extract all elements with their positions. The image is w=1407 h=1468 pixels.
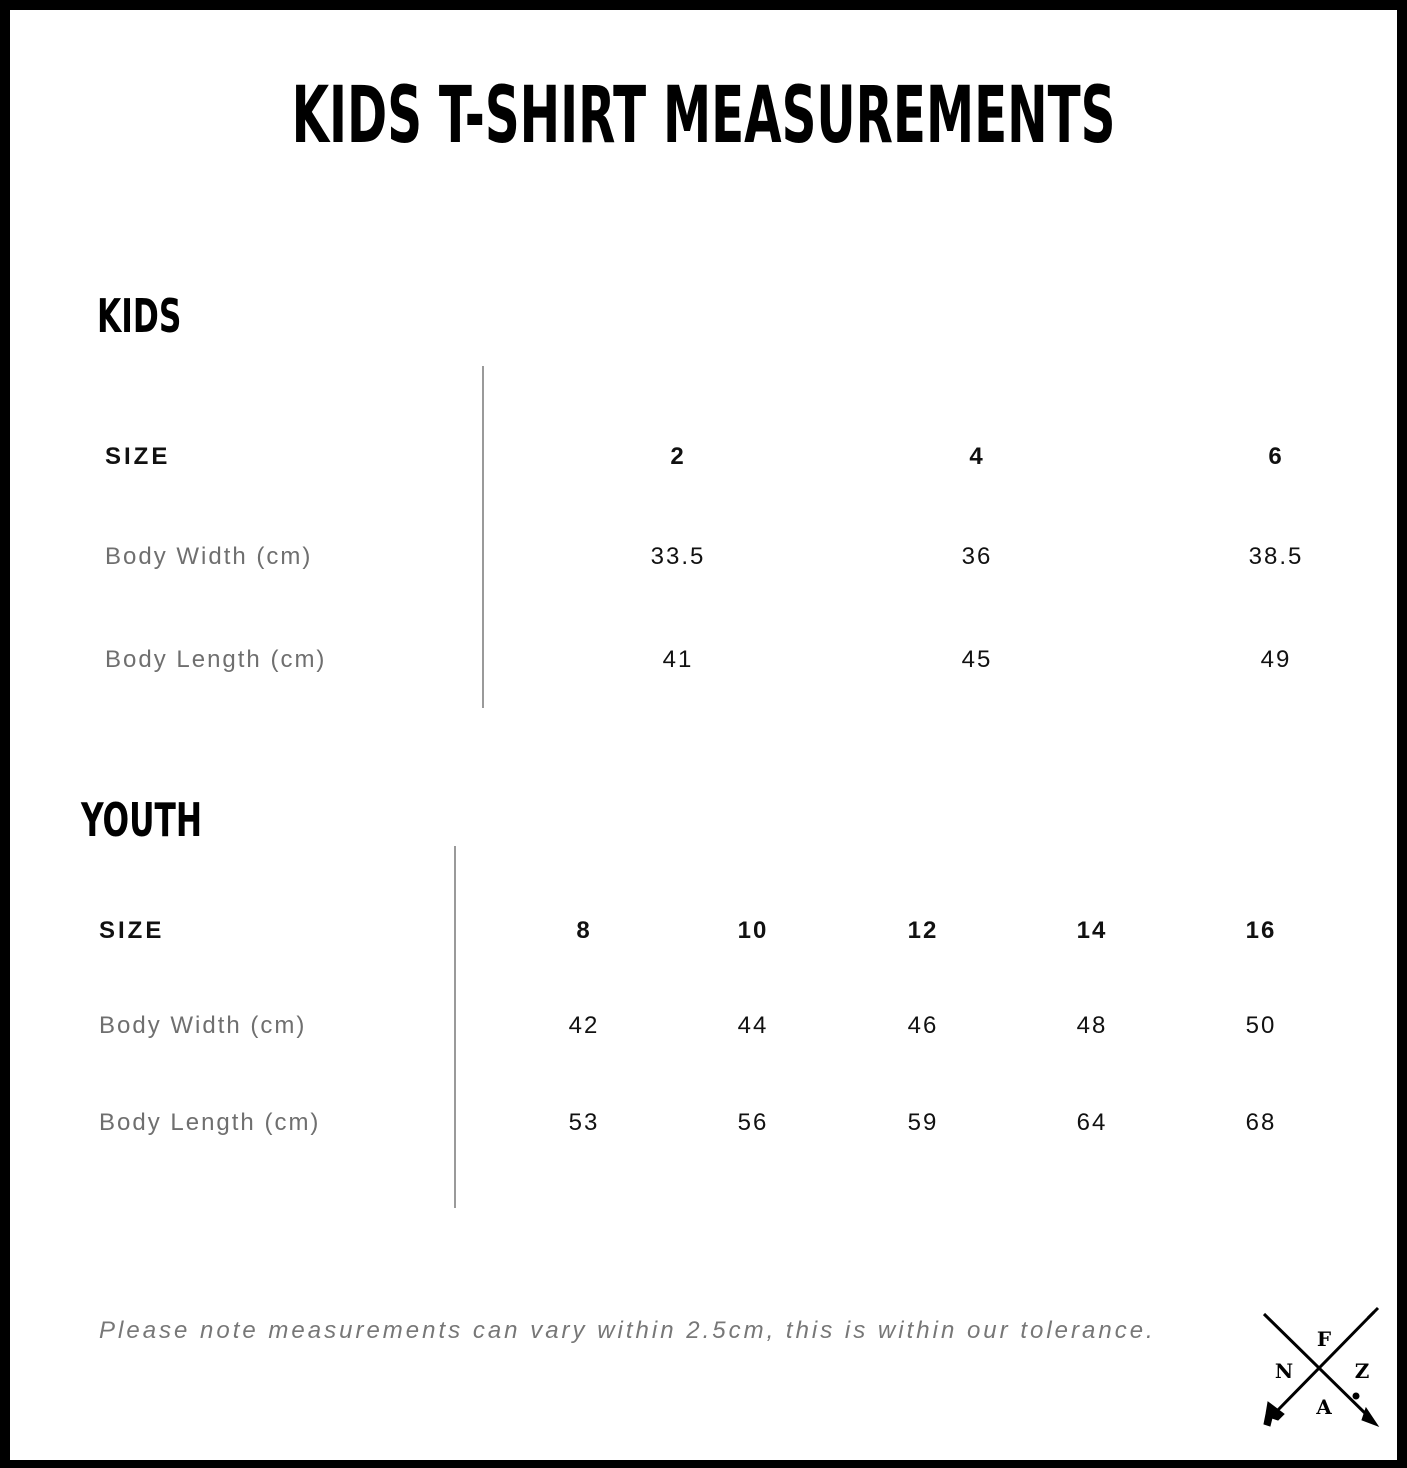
- youth-size-16: 16: [1245, 917, 1277, 944]
- kids-divider: [482, 366, 484, 708]
- kids-size-label: SIZE: [105, 443, 171, 470]
- logo-letter-z: Z: [1354, 1359, 1370, 1383]
- brand-logo: [1254, 1304, 1384, 1434]
- kids-body-length-6: 49: [1260, 646, 1292, 673]
- youth-body-width-16: 50: [1245, 1012, 1277, 1039]
- logo-letter-f: F: [1316, 1327, 1332, 1351]
- youth-body-width-12: 46: [907, 1012, 939, 1039]
- kids-size-2: 2: [670, 443, 686, 470]
- kids-body-length-label: Body Length (cm): [105, 646, 327, 673]
- kids-body-width-label: Body Width (cm): [105, 543, 313, 570]
- youth-size-label: SIZE: [99, 917, 165, 944]
- youth-size-14: 14: [1076, 917, 1108, 944]
- logo-letter-a: A: [1316, 1395, 1332, 1419]
- page-title: KIDS T-SHIRT MEASUREMENTS: [291, 71, 1116, 161]
- kids-size-4: 4: [969, 443, 985, 470]
- youth-size-12: 12: [907, 917, 939, 944]
- youth-body-length-8: 53: [568, 1109, 600, 1136]
- kids-body-width-2: 33.5: [650, 543, 706, 570]
- youth-body-width-8: 42: [568, 1012, 600, 1039]
- kids-body-length-4: 45: [961, 646, 993, 673]
- youth-body-length-10: 56: [737, 1109, 769, 1136]
- tolerance-note: Please note measurements can vary within 2.5cm, this is within our tolerance.: [99, 1317, 1156, 1344]
- kids-size-6: 6: [1268, 443, 1284, 470]
- page-frame: [10, 10, 1397, 1460]
- youth-divider: [454, 846, 456, 1208]
- youth-body-length-label: Body Length (cm): [99, 1109, 321, 1136]
- youth-body-length-16: 68: [1245, 1109, 1277, 1136]
- youth-body-length-12: 59: [907, 1109, 939, 1136]
- youth-body-width-10: 44: [737, 1012, 769, 1039]
- kids-body-width-6: 38.5: [1248, 543, 1304, 570]
- kids-body-width-4: 36: [961, 543, 993, 570]
- youth-body-width-label: Body Width (cm): [99, 1012, 307, 1039]
- youth-size-8: 8: [576, 917, 592, 944]
- kids-section-label: KIDS: [97, 289, 182, 343]
- youth-body-length-14: 64: [1076, 1109, 1108, 1136]
- youth-size-10: 10: [737, 917, 769, 944]
- logo-letter-n: N: [1274, 1359, 1294, 1383]
- youth-body-width-14: 48: [1076, 1012, 1108, 1039]
- kids-body-length-2: 41: [662, 646, 694, 673]
- youth-section-label: YOUTH: [81, 793, 203, 847]
